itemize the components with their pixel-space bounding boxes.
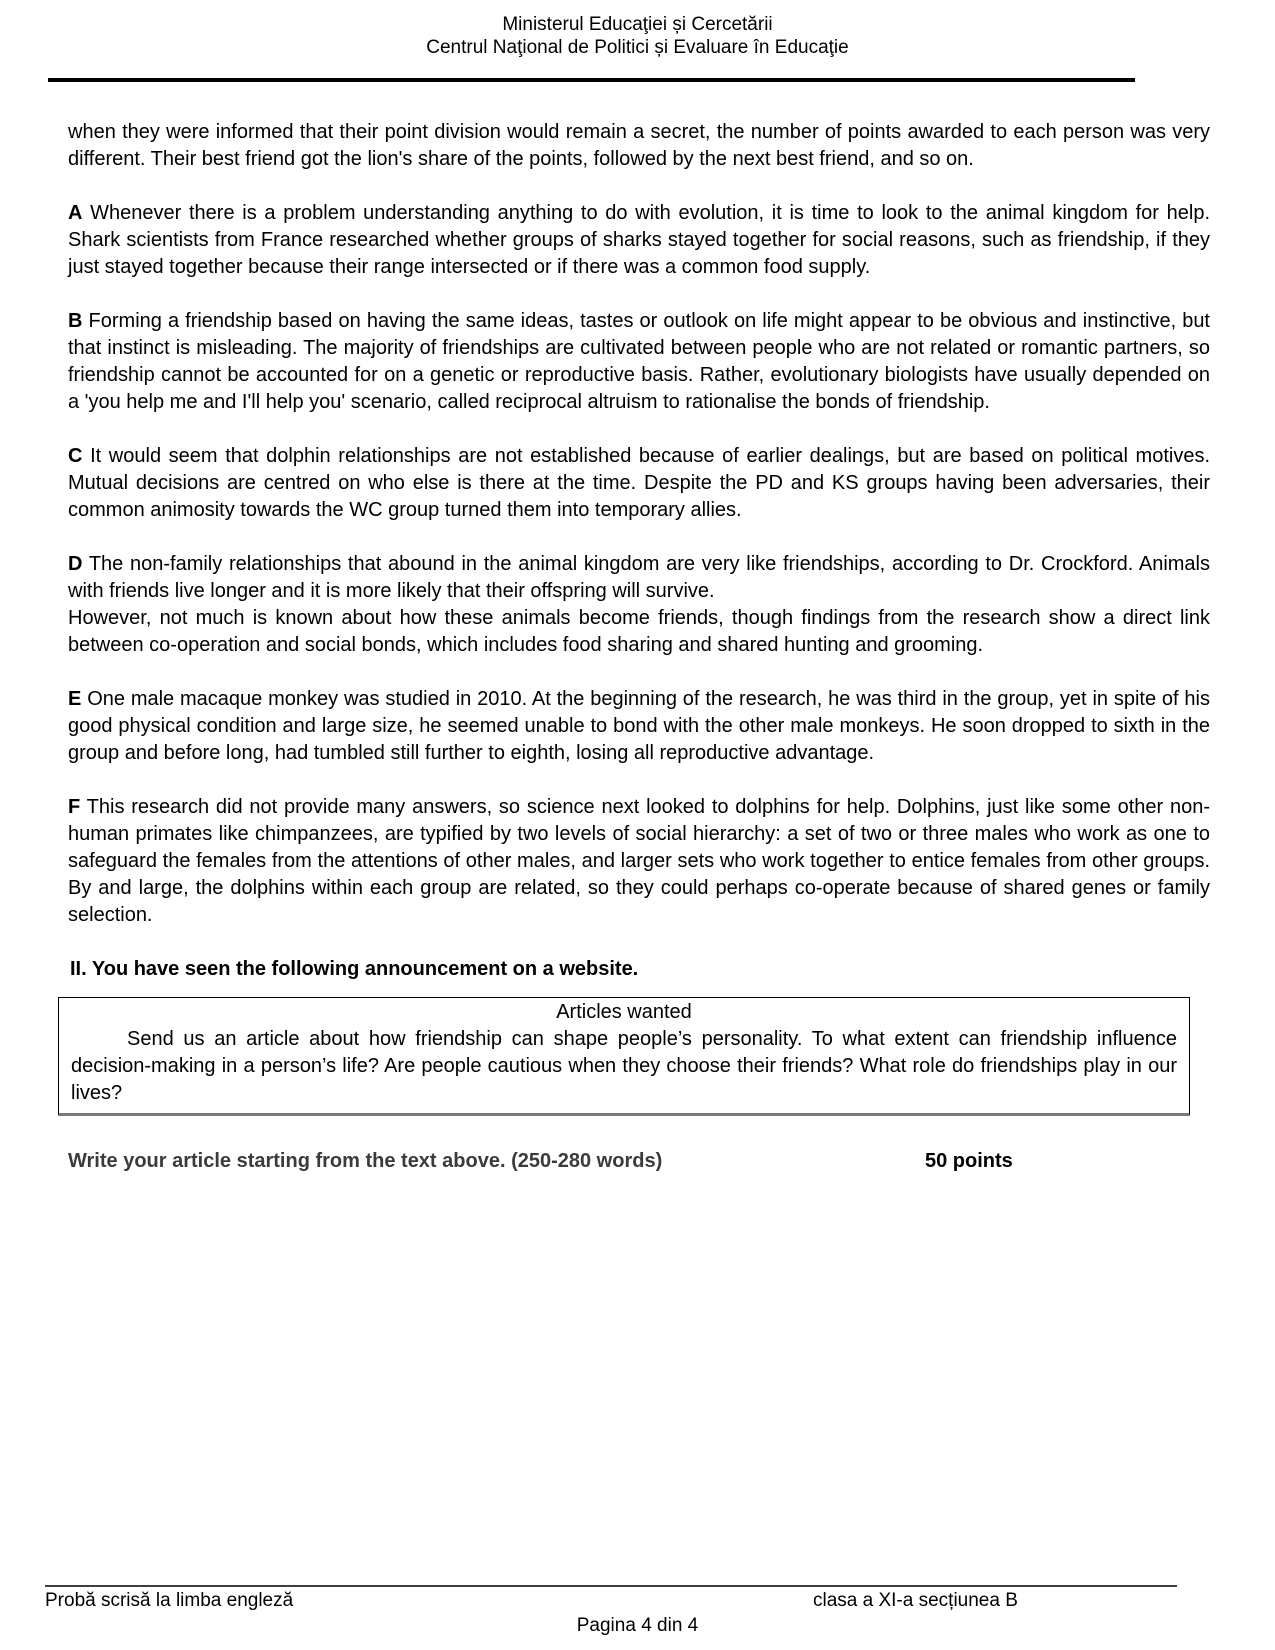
header-divider	[48, 78, 1135, 82]
announcement-title: Articles wanted	[556, 1001, 692, 1023]
footer-exam-title: Probă scrisă la limba engleză	[45, 1590, 294, 1611]
paragraph-b	[68, 308, 1210, 416]
paragraph-label-b: B	[68, 310, 83, 332]
paragraph-d-text-2: However, not much is known about how these animals become friends, though findings from the research show a direct link between co-operation and social bonds, which includes food sharing and shared hunting and grooming.	[68, 607, 1210, 656]
paragraph-e	[68, 686, 1210, 767]
paragraph-e-text: One male macaque monkey was studied in 2010. At the beginning of the research, he was third in the group, yet in spite of his good physical condition and large size, he seemed unable to bond with the other male monkeys. He soon dropped to sixth in the group and before long, had tumbled still further to eighth, losing all reproductive advantage.	[68, 688, 1210, 764]
task-instruction-row	[68, 1148, 1210, 1175]
paragraph-a	[68, 200, 1210, 281]
paragraph-label-c: C	[68, 445, 83, 467]
paragraph-label-d: D	[68, 553, 83, 575]
paragraph-a-text: Whenever there is a problem understanding anything to do with evolution, it is time to look to the animal kingdom for help. Shark scientists from France researched whether groups of sharks stayed together for social reasons, such as friendship, if they just stayed together because their range intersected or if there was a common food supply.	[68, 202, 1210, 278]
document-body	[68, 119, 1210, 1175]
footer-divider	[45, 1585, 1177, 1587]
announcement-box	[58, 997, 1190, 1116]
write-instruction: Write your article starting from the text above. (250-280 words)	[68, 1150, 663, 1172]
header-ministry: Ministerul Educaţiei și Cercetării	[502, 14, 773, 35]
paragraph-intro-text: when they were informed that their point division would remain a secret, the number of points awarded to each person was very different. Their best friend got the lion's share of the points, followed by the next best friend, and so on.	[68, 121, 1210, 170]
footer-page-number: Pagina 4 din 4	[576, 1615, 699, 1636]
paragraph-label-f: F	[68, 796, 81, 818]
footer-class-section: clasa a XI-a secțiunea B	[813, 1590, 1018, 1611]
paragraph-c-text: It would seem that dolphin relationships are not established because of earlier dealings, but are based on political motives. Mutual decisions are centred on who else is there at the time. Despite the PD and KS groups having been adversaries, their common animosity towards the WC group turned them into temporary allies.	[68, 445, 1211, 521]
paragraph-d-text: The non-family relationships that abound in the animal kingdom are very like friendships, according to Dr. Crockford. Animals with friends live longer and it is more likely that their offspring will survive.	[68, 553, 1211, 602]
section-ii-heading: II. You have seen the following announcement on a website.	[70, 958, 639, 980]
footer-row	[45, 1589, 1275, 1612]
paragraph-c	[68, 443, 1210, 524]
page-header	[0, 0, 1275, 59]
points-label: 50 points	[925, 1150, 1013, 1172]
paragraph-label-e: E	[68, 688, 82, 710]
paragraph-f	[68, 794, 1210, 929]
paragraph-d	[68, 551, 1210, 659]
page-footer	[0, 1585, 1275, 1637]
paragraph-f-text: This research did not provide many answers, so science next looked to dolphins for help. Dolphins, just like some other non-human primates like chimpanzees, are typified by two levels of social hierarchy: a set of two or three males who work as one to safeguard the females from the attentions of other males, and larger sets who work together to entice females from other groups. By and large, the dolphins within each group are related, so they could perhaps co-operate because of shared genes or family selection.	[68, 796, 1210, 926]
paragraph-label-a: A	[68, 202, 83, 224]
announcement-body: Send us an article about how friendship can shape people’s personality. To what extent can friendship influence decision-making in a person’s life? Are people cautious when they choose their friends? What role do friendships play in our lives?	[71, 1028, 1177, 1104]
paragraph-intro	[68, 119, 1210, 173]
paragraph-b-text: Forming a friendship based on having the same ideas, tastes or outlook on life might appear to be obvious and instinctive, but that instinct is misleading. The majority of friendships are cultivated between people who are not related or romantic partners, so friendship cannot be accounted for on a genetic or reproductive basis. Rather, evolutionary biologists have usually depended on a 'you help me and I'll help you' scenario, called reciprocal altruism to rationalise the bonds of friendship.	[68, 310, 1210, 413]
header-center-name: Centrul Naţional de Politici și Evaluare în Educaţie	[426, 37, 849, 58]
